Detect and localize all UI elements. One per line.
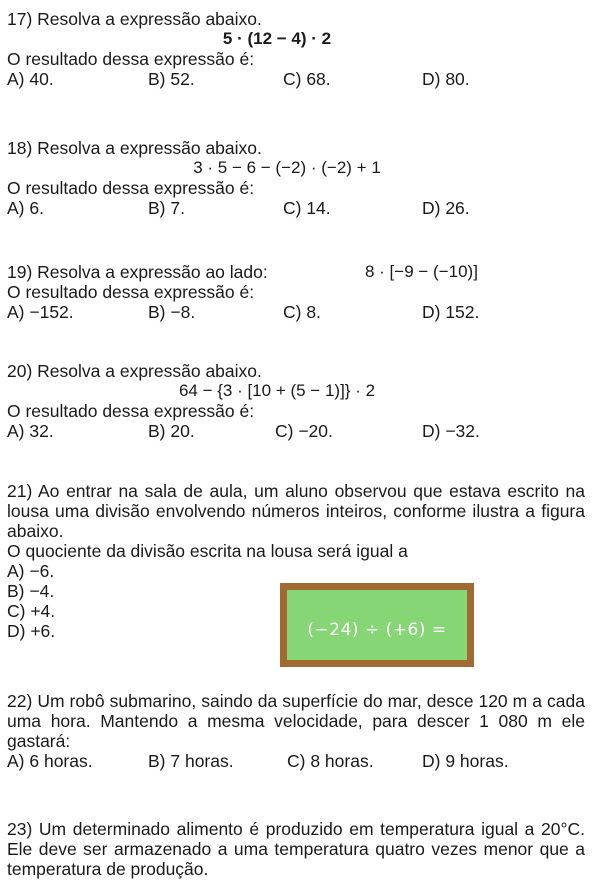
option-b[interactable]: B) 7 horas.: [148, 751, 234, 771]
question-17-prompt: O resultado dessa expressão é:: [7, 49, 255, 69]
question-18: [7, 138, 587, 220]
question-19-expression: 8 · [−9 − (−10)]: [365, 262, 478, 281]
option-d[interactable]: D) 9 horas.: [422, 751, 509, 771]
option-a[interactable]: A) 40.: [7, 69, 54, 89]
option-b[interactable]: B) 20.: [148, 421, 195, 441]
option-c[interactable]: C) 14.: [283, 198, 331, 218]
option-c[interactable]: C) −20.: [275, 421, 333, 441]
question-20-title: 20) Resolva a expressão abaixo.: [7, 361, 262, 381]
question-17: [7, 9, 587, 91]
option-a[interactable]: A) −6.: [7, 561, 55, 581]
option-b[interactable]: B) 52.: [148, 69, 195, 89]
question-19-prompt: O resultado dessa expressão é:: [7, 282, 255, 302]
question-20-options: [7, 421, 587, 443]
question-23: [7, 819, 587, 879]
question-17-expression: 5 · (12 − 4) · 2: [222, 29, 332, 48]
question-21-prompt: O quociente da divisão escrita na lousa será igual a: [7, 541, 408, 561]
option-c[interactable]: C) 8 horas.: [287, 751, 374, 771]
question-18-options: [7, 198, 587, 220]
option-c[interactable]: C) 8.: [283, 302, 321, 322]
option-c[interactable]: C) 68.: [283, 69, 331, 89]
option-a[interactable]: A) 32.: [7, 421, 54, 441]
option-a[interactable]: A) −152.: [7, 302, 74, 322]
question-19-options: [7, 302, 587, 324]
question-22-text: 22) Um robô submarino, saindo da superfície do mar, desce 120 m a cada uma hora. Mantendo a mesma velocidade, para descer 1 080 m ele gastará:: [7, 691, 585, 751]
question-17-title: 17) Resolva a expressão abaixo.: [7, 9, 262, 29]
question-18-expression: 3 · 5 − 6 − (−2) · (−2) + 1: [193, 158, 381, 177]
option-d[interactable]: D) 152.: [422, 302, 480, 322]
option-d[interactable]: D) 26.: [422, 198, 470, 218]
option-d[interactable]: D) −32.: [422, 421, 480, 441]
option-c[interactable]: C) +4.: [7, 601, 56, 621]
option-d[interactable]: D) 80.: [422, 69, 470, 89]
question-19-title-row: [7, 262, 587, 282]
option-b[interactable]: B) −4.: [7, 581, 55, 601]
question-17-options: [7, 69, 587, 91]
question-20-expression: 64 − {3 · [10 + (5 − 1)]} · 2: [178, 381, 376, 400]
question-18-prompt: O resultado dessa expressão é:: [7, 178, 255, 198]
option-a[interactable]: A) 6.: [7, 198, 44, 218]
option-a[interactable]: A) 6 horas.: [7, 751, 93, 771]
option-b[interactable]: B) −8.: [148, 302, 196, 322]
question-19: [7, 262, 587, 324]
option-b[interactable]: B) 7.: [148, 198, 185, 218]
question-19-title: 19) Resolva a expressão ao lado:: [7, 262, 268, 282]
chalkboard-expression: (−24) ÷ (+6) =: [307, 620, 447, 640]
question-21-text: 21) Ao entrar na sala de aula, um aluno observou que estava escrito na lousa uma divisão envolvendo números inteiros, conforme ilustra a figura abaixo.: [7, 481, 585, 541]
question-20: [7, 361, 587, 443]
question-22-options: [7, 751, 587, 773]
question-22: [7, 691, 587, 773]
option-d[interactable]: D) +6.: [7, 621, 56, 641]
question-23-text: 23) Um determinado alimento é produzido em temperatura igual a 20°C. Ele deve ser armazenado a uma temperatura quatro vezes menor que a temperatura de produção.: [7, 819, 585, 879]
question-18-title: 18) Resolva a expressão abaixo.: [7, 138, 262, 158]
chalkboard-figure: [280, 583, 474, 667]
question-20-prompt: O resultado dessa expressão é:: [7, 401, 255, 421]
